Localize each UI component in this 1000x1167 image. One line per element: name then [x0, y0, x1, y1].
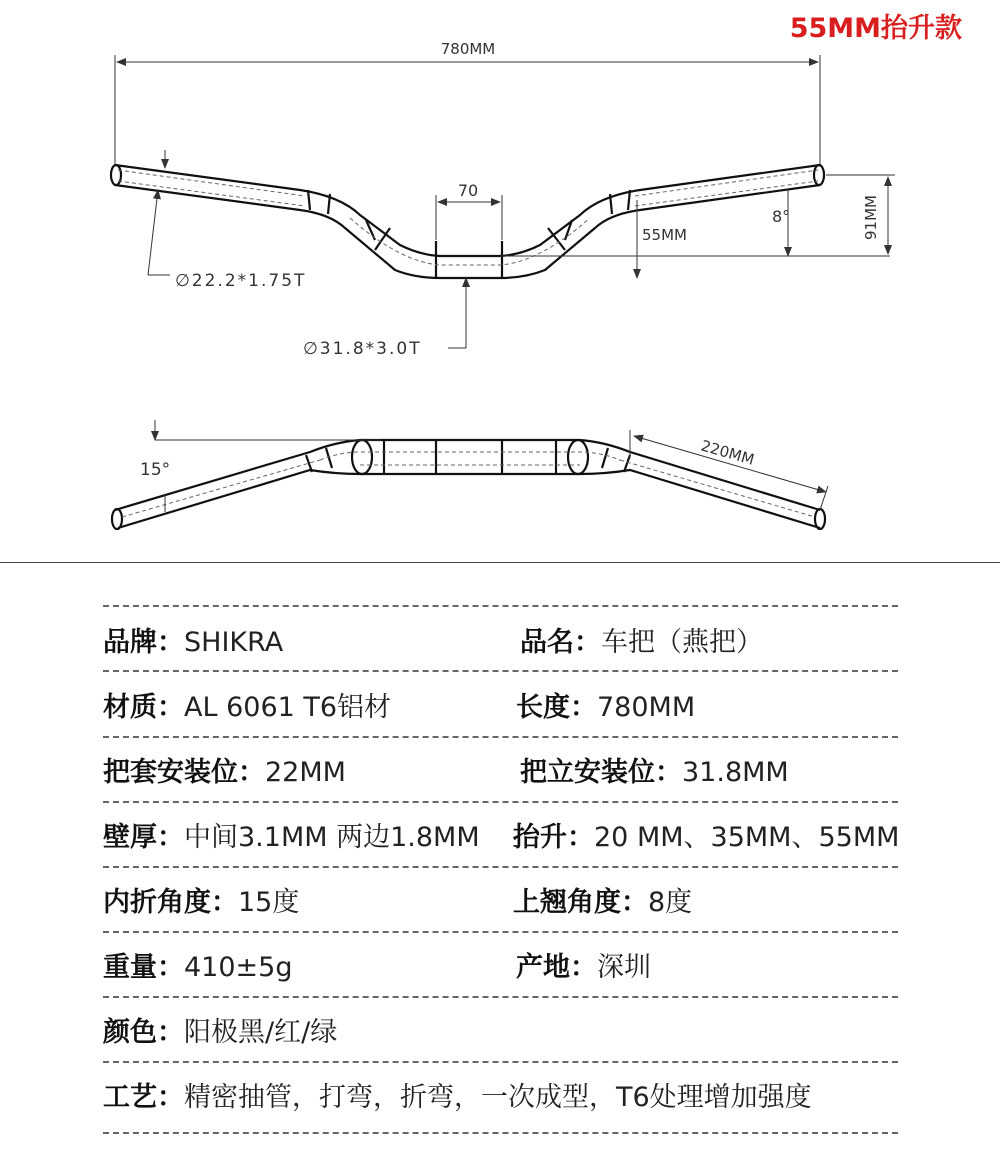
upsweep-label: 8°: [772, 207, 791, 226]
dashed-divider: [103, 736, 898, 738]
clamp-diameter-leader: [448, 278, 466, 348]
width-dimension: [115, 55, 820, 165]
handlebar-technical-drawing: [0, 0, 1000, 560]
spec-value: 中间3.1MM 两边1.8MM: [184, 822, 480, 853]
width-label: 780MM: [440, 40, 496, 58]
spec-value: 15度: [238, 887, 300, 918]
length-dimension: [630, 430, 828, 510]
spec-key: 长度：: [516, 692, 597, 723]
spec-value: 20 MM、35MM、55MM: [594, 822, 900, 853]
spec-key: 工艺：: [103, 1082, 184, 1113]
total-height-label: 91MM: [862, 195, 880, 240]
spec-key: 把套安装位：: [103, 757, 265, 788]
dashed-divider: [103, 1132, 898, 1134]
rise-label: 55MM: [642, 226, 687, 244]
spec-key: 重量：: [103, 952, 184, 983]
spec-value: 深圳: [597, 952, 651, 983]
rise-badge: 55MM抬升款: [789, 13, 962, 44]
section-divider: [0, 562, 1000, 563]
spec-value: 精密抽管，打弯，折弯，一次成型，T6处理增加强度: [184, 1082, 812, 1113]
spec-key: 抬升：: [513, 822, 594, 853]
spec-value: AL 6061 T6铝材: [184, 692, 392, 723]
spec-value: SHIKRA: [184, 627, 284, 658]
center-width-label: 70: [457, 181, 479, 200]
height-dimension: [826, 175, 895, 254]
spec-key: 产地：: [516, 952, 597, 983]
clamp-diameter-label: ∅31.8*3.0T: [303, 339, 422, 359]
spec-key: 壁厚：: [103, 822, 184, 853]
spec-key: 颜色：: [103, 1017, 184, 1048]
length-label: 220MM: [698, 436, 757, 469]
backsweep-label: 15°: [140, 460, 171, 480]
dashed-divider: [103, 866, 898, 868]
dashed-divider: [103, 931, 898, 933]
dashed-divider: [103, 1061, 898, 1063]
center-width-dimension: [436, 195, 502, 240]
dashed-divider: [103, 996, 898, 998]
spec-key: 内折角度：: [103, 887, 238, 918]
grip-diameter-label: ∅22.2*1.75T: [175, 271, 307, 291]
dashed-divider: [103, 605, 898, 607]
spec-value: 阳极黑/红/绿: [184, 1017, 338, 1048]
spec-value: 8度: [648, 887, 693, 918]
spec-key: 品牌：: [103, 627, 184, 658]
spec-value: 780MM: [597, 692, 696, 723]
spec-value: 410±5g: [184, 952, 293, 983]
spec-key: 材质：: [103, 692, 184, 723]
spec-key: 把立安装位：: [520, 757, 682, 788]
dashed-divider: [103, 801, 898, 803]
spec-key: 上翘角度：: [513, 887, 648, 918]
spec-value: 22MM: [265, 757, 346, 788]
grip-diameter-leader: [148, 150, 170, 275]
dashed-divider: [103, 670, 898, 672]
spec-key: 品名：: [520, 627, 601, 658]
spec-value: 车把（燕把）: [601, 627, 763, 658]
backsweep-dimension: [155, 420, 380, 512]
spec-value: 31.8MM: [682, 757, 789, 788]
